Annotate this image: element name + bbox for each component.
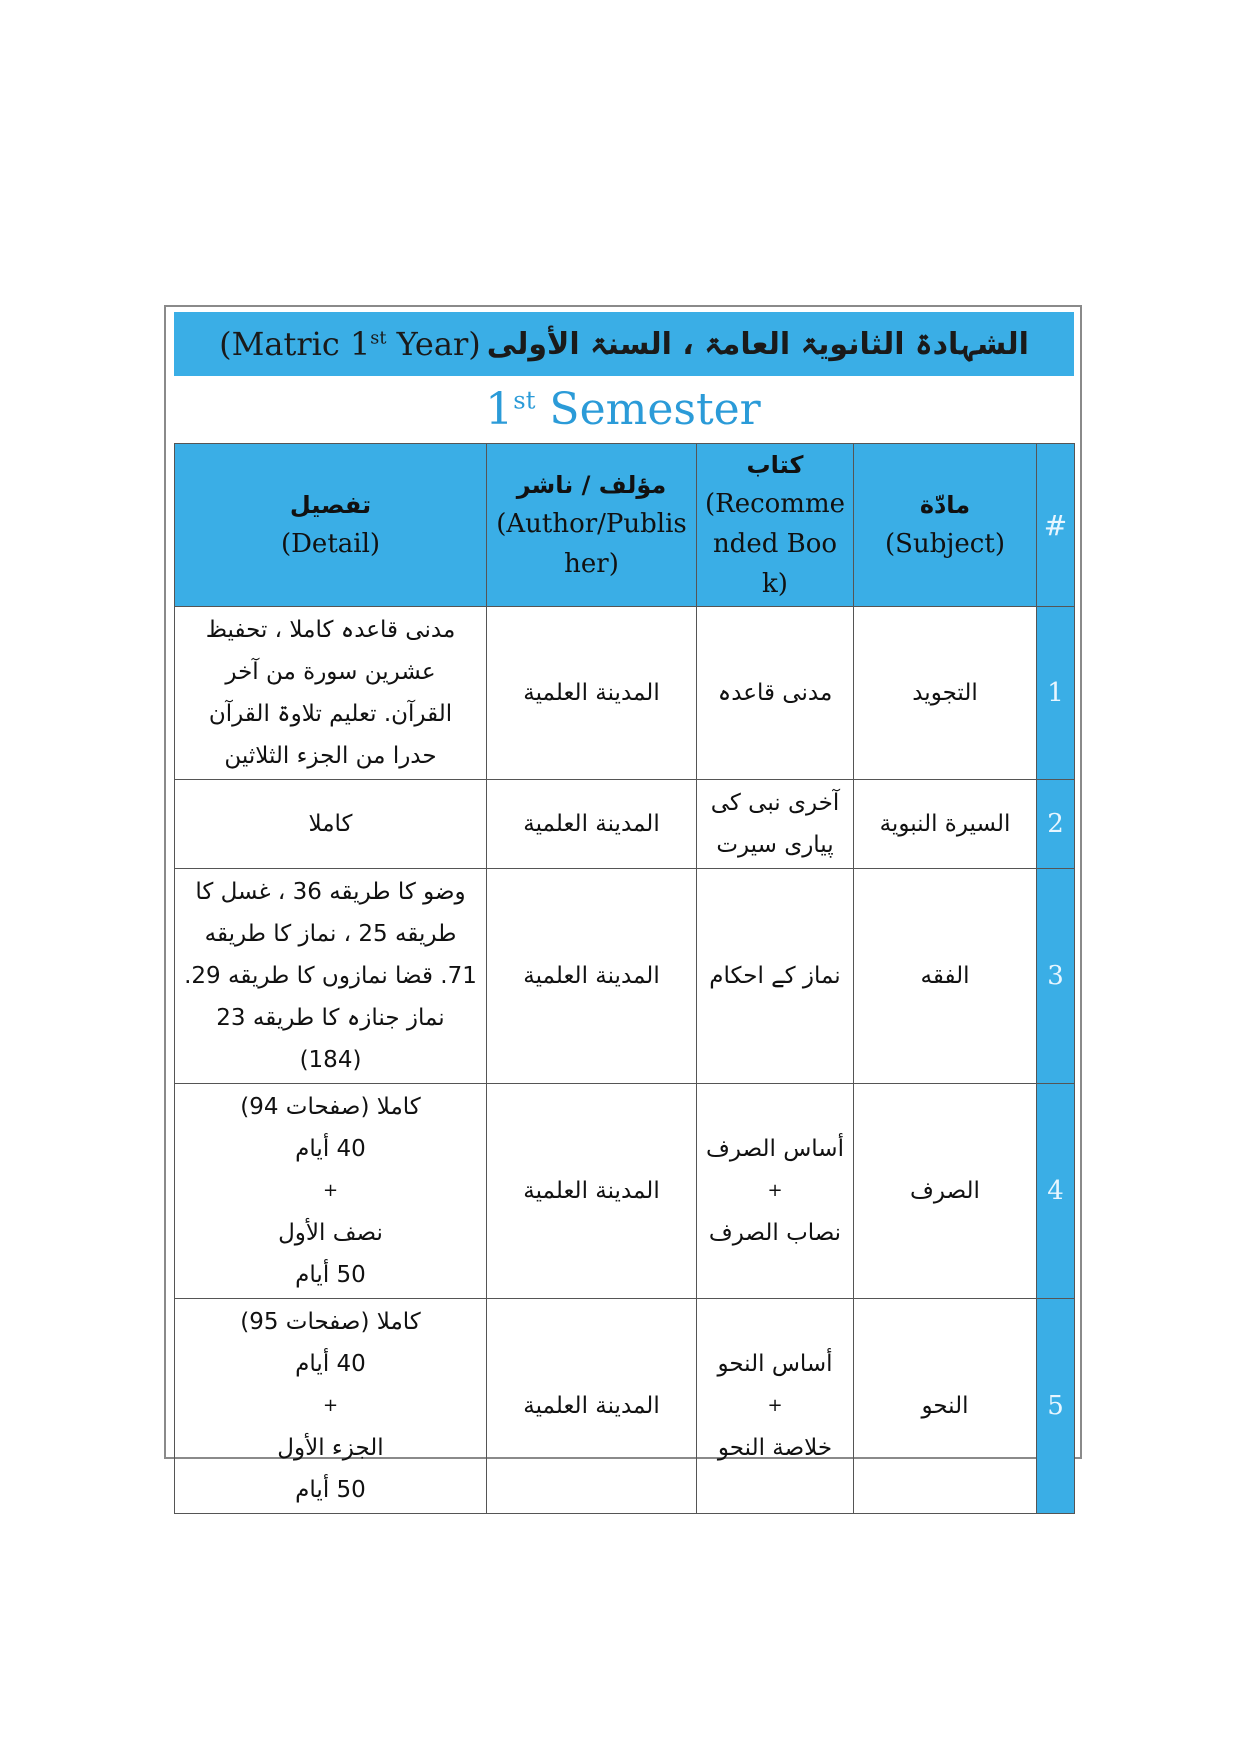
detail-cell — [175, 869, 487, 1084]
column-header-number: # — [1037, 444, 1075, 607]
book-header-ar: كتاب — [746, 451, 804, 479]
detail-cell — [175, 607, 487, 780]
row-number: 2 — [1037, 780, 1075, 869]
subject-cell: السيرة النبوية — [854, 780, 1037, 869]
detail-line: 71. قضا نمازوں کا طریقه 29. — [184, 963, 477, 989]
detail-header-ar: تفصيل — [289, 491, 372, 519]
author-cell: المدينة العلمية — [487, 1084, 697, 1299]
detail-line: 50 أيام — [295, 1262, 366, 1288]
book-line: نصاب الصرف — [708, 1220, 842, 1246]
book-line: مدنی قاعدہ — [717, 680, 833, 706]
table-row — [175, 607, 1075, 780]
author-cell: المدينة العلمية — [487, 1299, 697, 1514]
book-cell — [697, 607, 854, 780]
title-arabic: الشہادۃ الثانویۃ العامۃ ، السنۃ الأولی — [486, 326, 1029, 362]
author-header-en: (Author/Publisher) — [496, 509, 687, 579]
subject-cell: التجويد — [854, 607, 1037, 780]
detail-cell — [175, 780, 487, 869]
detail-cell — [175, 1084, 487, 1299]
detail-line: الجزء الأول — [277, 1435, 384, 1461]
row-number: 1 — [1037, 607, 1075, 780]
subject-header-en: (Subject) — [885, 529, 1005, 559]
author-cell: المدينة العلمية — [487, 869, 697, 1084]
detail-cell — [175, 1299, 487, 1514]
book-cell — [697, 780, 854, 869]
column-header-detail — [175, 444, 487, 607]
table-row — [175, 1299, 1075, 1514]
detail-line: نماز جنازہ کا طریقه 23 — [216, 1005, 445, 1031]
row-number: 4 — [1037, 1084, 1075, 1299]
detail-line: (184) — [299, 1047, 362, 1073]
plus-sign: + — [322, 1395, 339, 1416]
book-header-en: (Recommended Book) — [704, 489, 846, 599]
author-header-ar: مؤلف / ناشر — [516, 471, 667, 499]
detail-line: 40 أيام — [295, 1136, 366, 1162]
subject-cell: النحو — [854, 1299, 1037, 1514]
book-line: أساس النحو — [717, 1351, 833, 1377]
table-row — [175, 869, 1075, 1084]
column-header-book — [697, 444, 854, 607]
detail-line: عشرين سورة من آخر — [225, 659, 436, 685]
title-english-sup: st — [370, 328, 387, 349]
detail-line: كاملا (صفحات 94) — [240, 1094, 421, 1120]
detail-line: طریقه 25 ، نماز کا طریقه — [204, 921, 457, 947]
column-header-subject — [854, 444, 1037, 607]
detail-line: كاملا — [308, 811, 353, 837]
plus-sign: + — [767, 1180, 783, 1201]
title-english-suffix: Year) — [386, 325, 481, 363]
book-line: أساس الصرف — [706, 1136, 844, 1162]
author-cell: المدينة العلمية — [487, 780, 697, 869]
book-cell — [697, 869, 854, 1084]
row-number: 5 — [1037, 1299, 1075, 1514]
detail-line: القرآن. تعليم تلاوۃ القرآن — [208, 701, 453, 727]
detail-line: نصف الأول — [278, 1220, 383, 1246]
detail-line: 50 أيام — [295, 1477, 366, 1503]
subject-header-ar: مادّة — [919, 491, 971, 519]
plus-sign: + — [767, 1395, 783, 1416]
author-cell: المدينة العلمية — [487, 607, 697, 780]
detail-line: حدرا من الجزء الثلاثين — [224, 743, 437, 769]
row-number: 3 — [1037, 869, 1075, 1084]
detail-line: مدنی قاعدہ کاملا ، تحفيظ — [205, 617, 456, 643]
semester-label: Semester — [535, 384, 761, 435]
semester-heading — [166, 377, 1080, 443]
table-row — [175, 1084, 1075, 1299]
column-header-author — [487, 444, 697, 607]
title-english-prefix: (Matric 1 — [219, 325, 371, 363]
table-row — [175, 780, 1075, 869]
subject-cell: الصرف — [854, 1084, 1037, 1299]
book-line: خلاصة النحو — [717, 1435, 833, 1461]
curriculum-table — [174, 443, 1075, 1514]
book-cell — [697, 1084, 854, 1299]
detail-header-en: (Detail) — [280, 529, 381, 559]
title-english — [219, 325, 481, 363]
book-cell — [697, 1299, 854, 1514]
semester-number: 1 — [485, 384, 514, 435]
detail-line: 40 أيام — [295, 1351, 366, 1377]
table-header-row — [175, 444, 1075, 607]
detail-line: كاملا (صفحات 95) — [240, 1309, 421, 1335]
subject-cell: الفقه — [854, 869, 1037, 1084]
detail-line: وضو کا طریقه 36 ، غسل کا — [195, 879, 466, 905]
page-title-bar — [174, 312, 1074, 376]
plus-sign: + — [322, 1180, 339, 1201]
book-line: آخری نبی کی — [710, 790, 840, 816]
document-frame — [164, 305, 1082, 1503]
book-line: پیاری سیرت — [716, 832, 834, 858]
book-line: نماز کے احکام — [709, 963, 841, 989]
semester-sup: st — [513, 386, 536, 415]
